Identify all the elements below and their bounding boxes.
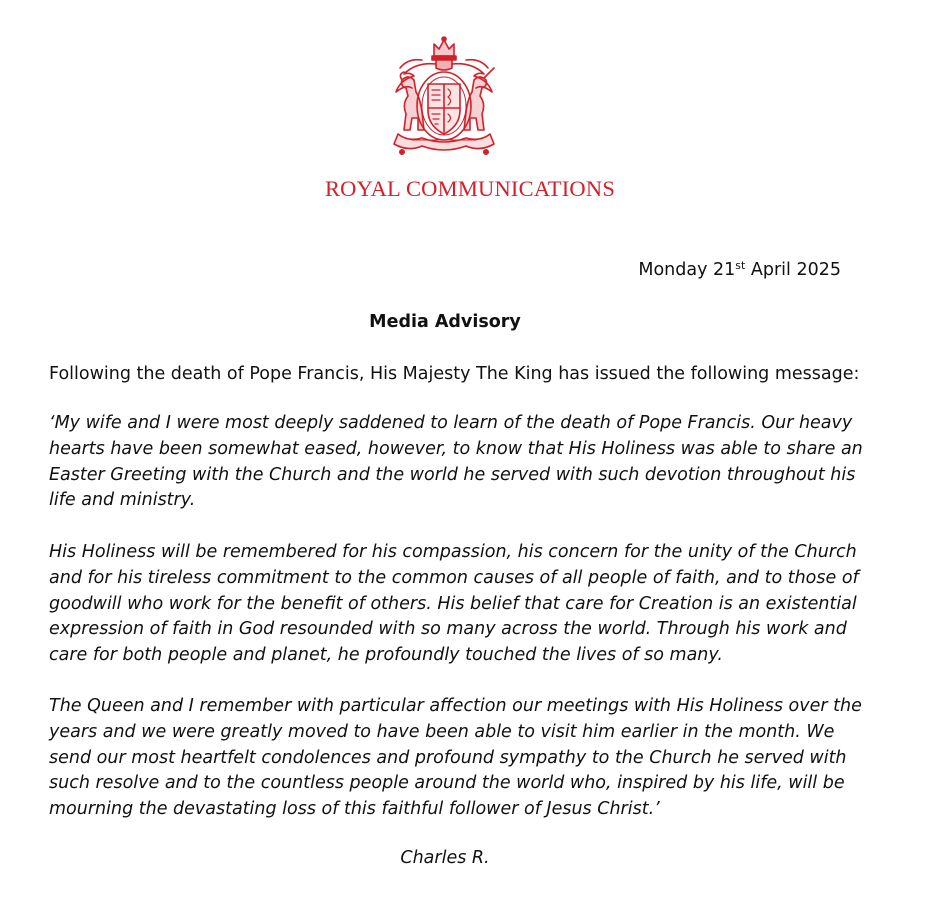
- message-line: The Queen and I remember with particular affection our meetings with His Holiness over the: [49, 696, 862, 716]
- message-paragraph-3: [49, 694, 909, 823]
- message-paragraph-2: [49, 540, 909, 669]
- message-line: His Holiness will be remembered for his compassion, his concern for the unity of the Church: [49, 542, 857, 562]
- message-line: and for his tireless commitment to the common causes of all people of faith, and to those of: [49, 567, 859, 588]
- message-line: ‘My wife and I were most deeply saddened to learn of the death of Pope Francis. Our heavy: [49, 413, 853, 433]
- date-month-year: April 2025: [750, 260, 841, 280]
- date-ordinal: st: [735, 259, 746, 272]
- message-line: expression of faith in God resounded with so many across the world. Through his work and: [49, 619, 847, 640]
- intro-sentence: Following the death of Pope Francis, His Majesty The King has issued the following message:: [49, 364, 860, 384]
- royal-crest-icon: [378, 34, 510, 156]
- message-line: years and we were greatly moved to have been able to visit him earlier in the month. We: [49, 721, 835, 742]
- message-line: care for both people and planet, he profoundly touched the lives of so many.: [49, 645, 723, 666]
- message-line: life and ministry.: [49, 490, 196, 511]
- date-day: Monday 21: [638, 260, 736, 280]
- organization-title: ROYAL COMMUNICATIONS: [324, 176, 616, 201]
- message-line: Easter Greeting with the Church and the world he served with such devotion throughout his: [49, 464, 856, 485]
- signature: Charles R.: [400, 848, 490, 868]
- message-line: send our most heartfelt condolences and profound sympathy to the Church he served with: [49, 747, 847, 768]
- release-date: [638, 259, 841, 280]
- message-line: mourning the devastating loss of this faithful follower of Jesus Christ.’: [49, 799, 660, 820]
- document-heading: Media Advisory: [369, 312, 521, 332]
- message-paragraph-1: [49, 411, 909, 514]
- message-line: such resolve and to the countless people around the world who, inspired by his life, will be: [49, 773, 845, 794]
- message-line: hearts have been somewhat eased, however, to know that His Holiness was able to share an: [49, 438, 863, 459]
- message-line: goodwill who work for the benefit of others. His belief that care for Creation is an existential: [49, 593, 857, 614]
